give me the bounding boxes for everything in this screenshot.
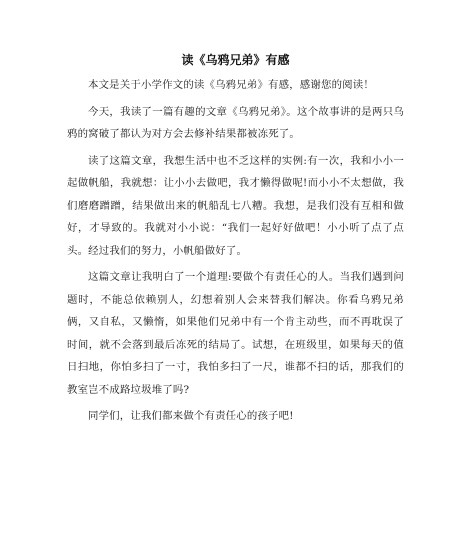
document-page	[67, 52, 404, 432]
paragraph-personal-example: 读了这篇文章，我想生活中也不乏这样的实例:有一次，我和小小一起做帆船，我就想：让小小去做吧，我才懒得做呢!而小小不太想做，我们磨磨蹭蹭，结果做出来的帆船乱七八糟。我想，是我们没有互相和做好，才导致的。我就对小小说：“我们一起好好做吧！小小听了点了点头。经过我们的努力，小帆船做好了。	[67, 154, 404, 257]
document-title: 读《乌鸦兄弟》有感	[181, 53, 290, 67]
paragraph-intro: 本文是关于小学作文的读《乌鸦兄弟》有感，感谢您的阅读！	[88, 79, 374, 91]
paragraph-lesson: 这篇文章让我明白了一个道理:要做个有责任心的人。当我们遇到问题时，不能总依赖别人，幻想着别人会来替我们解决。你看乌鸦兄弟俩，又自私，又懒惰，如果他们兄弟中有一个肯主动些，而不再耽误了时间，就不会落到最后冻死的结局了。试想，在班级里，如果每天的值日扫地，你怕多扫了一寸，我怕多扫了一尺，谁都不扫的话，那我们的教室岂不成路垃圾堆了吗?	[67, 271, 404, 396]
paragraph-story-summary: 今天，我读了一篇有趣的文章《乌鸦兄弟》。这个故事讲的是两只乌鸦的窝破了都认为对方会去修补结果都被冻死了。	[67, 105, 404, 140]
paragraph-closing: 同学们，让我们都来做个有责任心的孩子吧!	[88, 410, 294, 422]
